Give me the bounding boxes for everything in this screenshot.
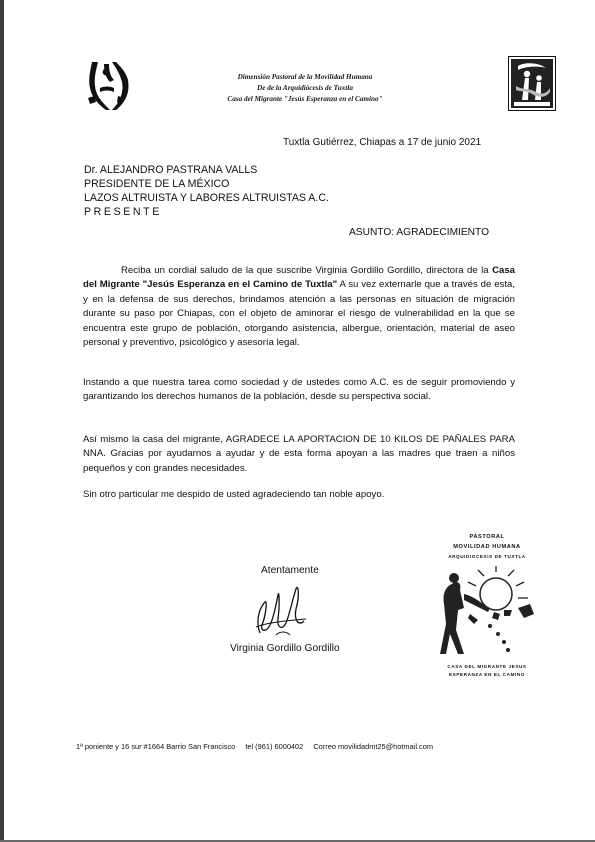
footer-email: Correo movilidadmt25@hotmail.com <box>313 742 433 751</box>
handwritten-signature <box>246 575 316 645</box>
footer-address: 1ª poniente y 16 sur #1664 Barrio San Francisco <box>76 742 236 751</box>
letterhead-line-1: Dimensión Pastoral de la Movilidad Humana <box>237 73 373 81</box>
recipient-name: Dr. ALEJANDRO PASTRANA VALLS <box>84 164 258 176</box>
paragraph-mission: Instando a que nuestra tarea como sociedad y de ustedes como A.C. es de seguir promoviendo y garantizando los derechos humanos de la población, desde su perspectiva social. <box>83 377 515 403</box>
scan-edge-shadow <box>0 0 4 842</box>
recipient-block <box>84 163 329 219</box>
paragraph-intro-text-a: Reciba un cordial saludo de la que suscribe Virginia Gordillo Gordillo, directora de la <box>121 265 493 276</box>
letterhead <box>190 72 420 105</box>
paragraph-farewell: Sin otro particular me despido de usted agradeciendo tan noble apoyo. <box>83 489 385 500</box>
letter-body <box>83 264 515 350</box>
stamp-line-3: ARQUIDIOCESIS DE TUXTLA <box>448 554 526 559</box>
stamp-line-5: ESPERANZA EN EL CAMINO <box>449 672 525 677</box>
letter-date: Tuxtla Gutiérrez, Chiapas a 17 de junio 2021 <box>283 137 482 148</box>
stamp-emblem-icon <box>434 564 540 660</box>
footer-phone: tel (961) 6000402 <box>245 742 304 751</box>
official-stamp <box>432 530 542 682</box>
pastoral-logo-icon <box>84 58 130 114</box>
recipient-organization: LAZOS ALTRUISTA Y LABORES ALTRUISTAS A.C. <box>84 192 329 204</box>
recipient-title: PRESIDENTE DE LA MÉXICO <box>84 178 230 190</box>
subject-line: ASUNTO: AGRADECIMIENTO <box>349 227 490 238</box>
stamp-line-1: PASTORAL <box>469 534 505 540</box>
paragraph-intro <box>83 264 515 350</box>
letterhead-line-2: De de la Arquidiócesis de Tuxtla <box>257 84 353 92</box>
footer-contact <box>76 742 441 751</box>
recipient-presente: PRESENTE <box>84 206 162 218</box>
shelter-name: Casa del Migrante "Jesús Esperanza en el Camino de Tuxtla" <box>83 265 515 291</box>
letterhead-line-3: Casa del Migrante "Jesús Esperanza en el Camino" <box>227 95 383 103</box>
paragraph-intro-text-b: A su vez externarle que a través de esta, y en la defensa de sus derechos, brindamos atención a las personas en situación de migración durante su paso por Chiapas, con el objeto de aminorar el riesgo de vulnerabilidad en la que se encuentra este grupo de población, otorgando asistencia, albergue, orientación, material de aseo personal y preventivo, psicológico y asesoría legal. <box>83 279 515 349</box>
signer-name: Virginia Gordillo Gordillo <box>230 643 340 654</box>
casa-migrante-logo-icon <box>508 56 556 111</box>
closing-atentamente: Atentamente <box>261 565 319 576</box>
stamp-line-2: MOVILIDAD HUMANA <box>453 544 521 550</box>
paragraph-thanks: Así mismo la casa del migrante, AGRADECE LA APORTACION DE 10 KILOS DE PAÑALES PARA NNA. Gracias por ayudarnos a ayudar y de esta forma apoyan a las madres que traen a niños pequeños y con grandes necesidades. <box>83 434 515 474</box>
stamp-line-4: CASA DEL MIGRANTE JESUS <box>447 664 527 669</box>
